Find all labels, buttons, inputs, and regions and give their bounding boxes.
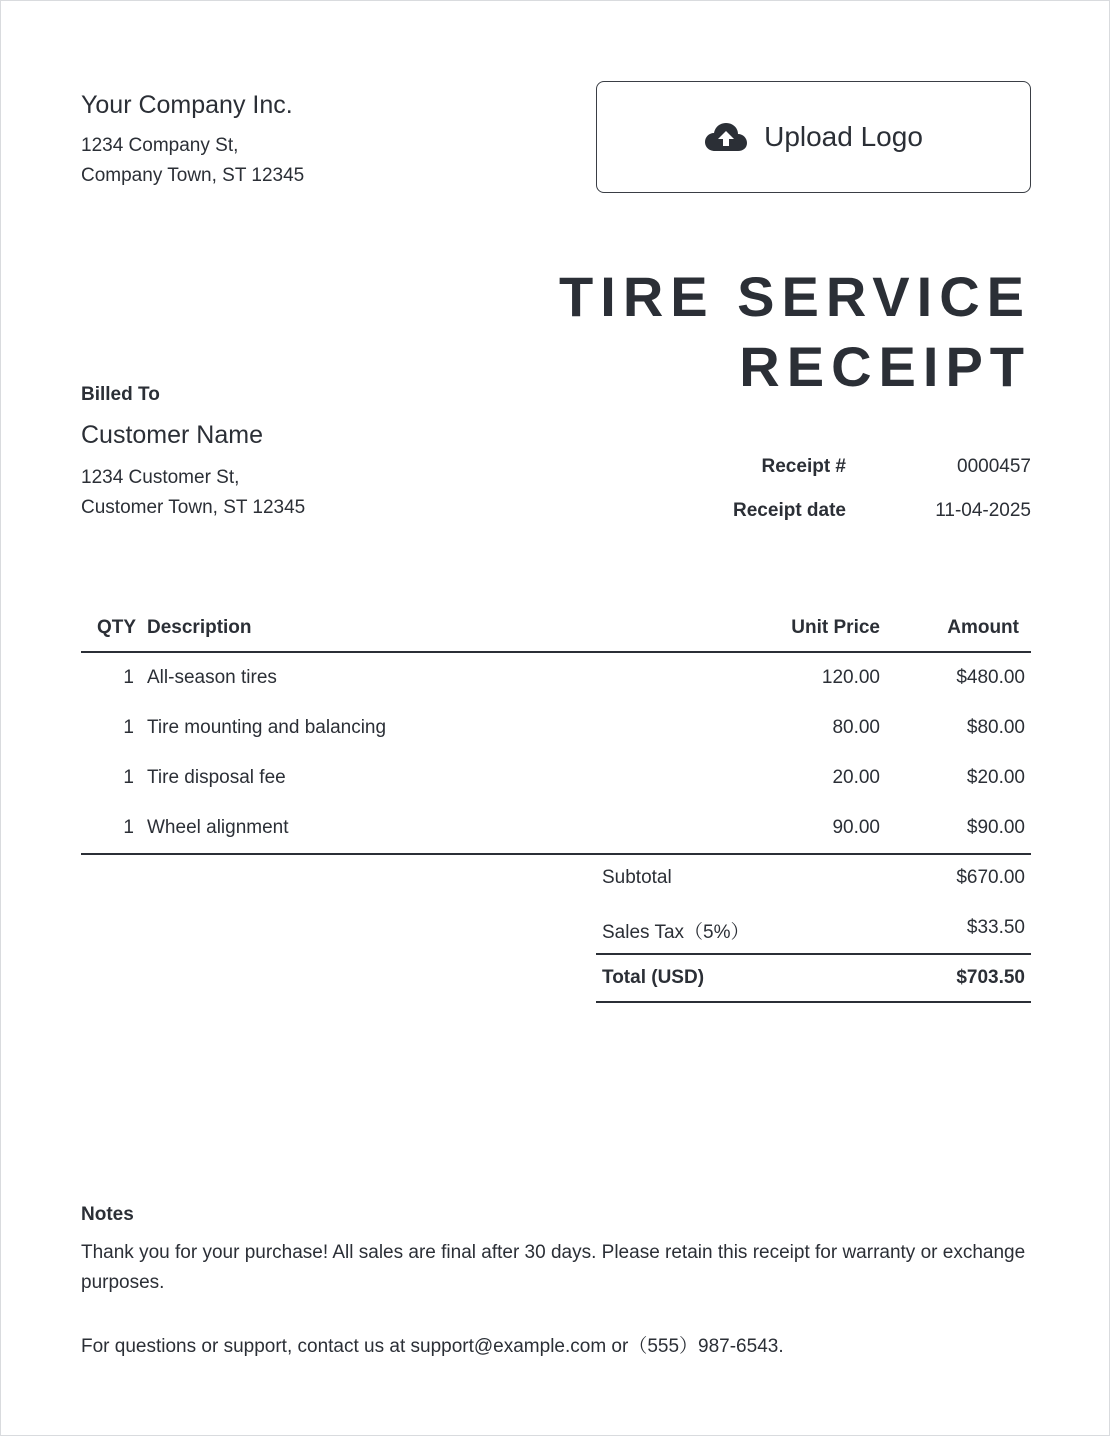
header-qty: QTY <box>96 617 136 638</box>
header-description: Description <box>147 617 252 638</box>
billed-to-label: Billed To <box>81 384 160 405</box>
receipt-number-label: Receipt # <box>761 456 846 477</box>
customer-address-line1: 1234 Customer St, <box>81 467 240 488</box>
item-amount: $480.00 <box>956 667 1025 688</box>
total-label: Total (USD) <box>602 967 705 988</box>
item-unit-price: 120.00 <box>821 667 880 688</box>
notes-text: Thank you for your purchase! All sales are final after 30 days. Please retain this receipt for warranty or exchange purposes. <box>81 1242 1026 1293</box>
receipt-date-value: 11-04-2025 <box>935 500 1031 521</box>
subtotal-value: $670.00 <box>956 867 1025 888</box>
receipt-title-line1: TIRE SERVICE <box>559 265 1031 328</box>
item-qty: 1 <box>123 817 134 838</box>
customer-address-line2: Customer Town, ST 12345 <box>81 497 306 518</box>
line-items <box>81 652 1031 852</box>
item-description: All-season tires <box>147 667 277 688</box>
table-row <box>81 652 1031 702</box>
item-amount: $80.00 <box>966 717 1025 738</box>
company-address-line2: Company Town, ST 12345 <box>81 165 305 186</box>
sales-tax-value: $33.50 <box>966 917 1025 938</box>
subtotal-label: Subtotal <box>602 867 672 888</box>
notes-contact: For questions or support, contact us at support@example.com or（555）987-6543. <box>81 1336 784 1357</box>
table-body-divider <box>81 853 1031 855</box>
item-qty: 1 <box>123 717 134 738</box>
cloud-upload-icon <box>704 121 748 153</box>
item-amount: $90.00 <box>966 817 1025 838</box>
receipt-title-line2: RECEIPT <box>739 335 1031 398</box>
total-value: $703.50 <box>956 967 1025 988</box>
item-description: Tire disposal fee <box>147 767 286 788</box>
notes-label: Notes <box>81 1204 134 1225</box>
item-amount: $20.00 <box>966 767 1025 788</box>
customer-name: Customer Name <box>81 421 263 449</box>
item-description: Tire mounting and balancing <box>147 717 387 738</box>
item-unit-price: 20.00 <box>832 767 880 788</box>
sales-tax-label: Sales Tax（5%） <box>602 922 750 943</box>
item-description: Wheel alignment <box>147 817 289 838</box>
table-row <box>81 702 1031 752</box>
table-row <box>81 752 1031 802</box>
receipt-date-label: Receipt date <box>733 500 846 521</box>
item-unit-price: 90.00 <box>832 817 880 838</box>
upload-logo-button[interactable] <box>596 81 1031 193</box>
total-divider-top <box>596 953 1031 955</box>
upload-logo-label: Upload Logo <box>764 121 923 152</box>
company-address-line1: 1234 Company St, <box>81 135 239 156</box>
item-qty: 1 <box>123 767 134 788</box>
item-qty: 1 <box>123 667 134 688</box>
receipt-number-value: 0000457 <box>957 456 1031 477</box>
company-name: Your Company Inc. <box>81 91 293 119</box>
total-divider-bottom <box>596 1001 1031 1003</box>
table-row <box>81 802 1031 852</box>
header-amount: Amount <box>947 617 1019 638</box>
header-unit-price: Unit Price <box>791 617 880 638</box>
item-unit-price: 80.00 <box>832 717 880 738</box>
